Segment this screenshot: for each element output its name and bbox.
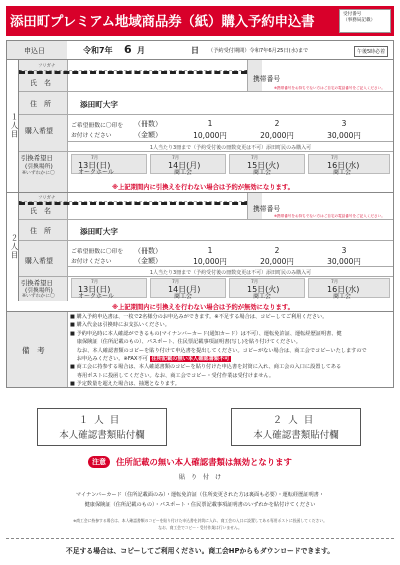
cut-line bbox=[6, 538, 394, 539]
deadline-badge: 午後5時必着 bbox=[354, 46, 388, 57]
person1-limit-note: 1人当たり3冊まで（予約受付後の冊数変更は不可）添田町民のみ購入可 bbox=[149, 145, 312, 151]
date-place: オークホール bbox=[78, 169, 114, 176]
person1-purchase-instr: ご希望冊数に〇印を bbox=[71, 123, 124, 129]
date-day: 14日(月) bbox=[168, 285, 201, 294]
person1-side-label: １人目 bbox=[10, 113, 19, 139]
caution-text: 住所記載の無い本人確認書類は無効となります bbox=[116, 457, 292, 467]
person2-purchase-instr: ご希望冊数に〇印を bbox=[71, 249, 124, 255]
person1-name-field[interactable] bbox=[68, 71, 247, 91]
divider bbox=[19, 219, 393, 220]
date-month: 7月 bbox=[251, 280, 259, 285]
receipt-number-box bbox=[339, 9, 391, 33]
person1-qty-label: （冊数） bbox=[134, 120, 162, 128]
person2-furigana-label: フリガナ bbox=[38, 196, 56, 201]
small-note: なお、商工会でコピー・受付作業は行いません。 bbox=[158, 525, 242, 530]
person1-option-price[interactable]: 20,000円 bbox=[260, 131, 294, 140]
date-month: 7月 bbox=[91, 156, 99, 161]
person1-exchange-hint: ※いずれかに〇 bbox=[22, 171, 55, 176]
date-day: 13日(日) bbox=[78, 285, 111, 294]
person1-option-qty[interactable]: 3 bbox=[341, 119, 347, 128]
person1-warning: ※上記期間内に引換えを行わない場合は予約が無効になります。 bbox=[112, 184, 294, 191]
apply-day-unit: 日 bbox=[191, 46, 199, 55]
person1-address-label: 住 所 bbox=[30, 100, 51, 108]
date-day: 15日(火) bbox=[247, 285, 280, 294]
date-month: 7月 bbox=[331, 156, 339, 161]
date-month: 7月 bbox=[172, 156, 180, 161]
apply-month-unit: 月 bbox=[137, 46, 145, 55]
person2-address-value[interactable]: 添田町大字 bbox=[80, 227, 118, 236]
person1-option-price[interactable]: 10,000円 bbox=[193, 131, 227, 140]
divider bbox=[19, 151, 393, 152]
id-box-person2-label: 本人確認書類貼付欄 bbox=[253, 430, 339, 441]
paste-label: 貼 り 付 け bbox=[178, 474, 221, 481]
person2-option-price[interactable]: 30,000円 bbox=[327, 257, 361, 266]
deadline-note: （予約受付期間）令和7年6月25日(水)まで bbox=[208, 48, 309, 54]
id-box-person1-title: １人目 bbox=[78, 415, 126, 426]
person2-name-field[interactable] bbox=[68, 202, 247, 218]
id-box-person2-title: ２人目 bbox=[272, 415, 320, 426]
person1-purchase-label: 購入希望 bbox=[25, 127, 53, 135]
caution-badge: 注意 bbox=[88, 456, 110, 468]
person1-address-value[interactable]: 添田町大字 bbox=[80, 100, 118, 109]
date-day: 13日(日) bbox=[78, 161, 111, 170]
date-day: 16日(水) bbox=[327, 285, 360, 294]
footer-note: 不足する場合は、コピーしてご利用ください。商工会HPからもダウンロードできます。 bbox=[65, 547, 335, 555]
date-place: 商工会 bbox=[253, 169, 272, 176]
notes-item: 専用ポストに投函してください。なお、商工会でコピー・受付作業は受付けません。 bbox=[70, 372, 275, 379]
receipt-label: 受付番号 bbox=[343, 12, 362, 17]
notes-item-text: お申込みください。※FAX不可 bbox=[70, 356, 148, 363]
notes-item: ■ 購入予約申込書は、一枚で2名様分のお申込みができます。※不足する場合は、コピーしてご利用ください。 bbox=[70, 314, 328, 320]
date-place: 商工会 bbox=[333, 293, 352, 300]
notes-item: ■ 商工会に持参する場合は、本人確認書類のコピーを貼り付けた申込書を封筒に入れ、商工会の入口に設置してある bbox=[70, 364, 342, 371]
date-place: オークホール bbox=[78, 293, 114, 300]
person2-phone-note: ※携帯番号をお持ちでない方はご自宅の電話番号をご記入ください。 bbox=[274, 214, 385, 218]
date-day: 14日(月) bbox=[168, 161, 201, 170]
notes-item: ■ 予定数量を超えた場合は、抽選となります。 bbox=[70, 381, 180, 388]
person2-option-price[interactable]: 20,000円 bbox=[260, 257, 294, 266]
person2-purchase-label: 購入希望 bbox=[25, 257, 53, 265]
notes-label: 備 考 bbox=[22, 346, 45, 355]
doc-list: マイナンバーカード（住所記載面のみ）・運転免許証（住所変更された方は裏面も必要）・運転経歴証明書・ bbox=[75, 492, 325, 498]
date-month: 7月 bbox=[91, 280, 99, 285]
person2-option-qty[interactable]: 3 bbox=[341, 246, 347, 255]
person2-side-label: ２人目 bbox=[10, 234, 19, 260]
notes-item: 康保険証（住所記載のもの）、パスポート、住民票記載事項証明書(写し)を貼り付けてください。 bbox=[70, 339, 301, 346]
person2-price-label: （金額） bbox=[134, 257, 162, 265]
notes-item: なお、本人確認書類のコピーを貼り付けて申込書を提出してください。コピーがない場合は、商工会でコピーいたしますので bbox=[70, 347, 367, 354]
person2-address-label: 住 所 bbox=[30, 227, 51, 235]
person2-option-qty[interactable]: 2 bbox=[274, 246, 280, 255]
notes-list bbox=[70, 313, 392, 389]
person1-option-price[interactable]: 30,000円 bbox=[327, 131, 361, 140]
person2-phone-field[interactable] bbox=[292, 194, 392, 212]
person2-option-price[interactable]: 10,000円 bbox=[193, 257, 227, 266]
person2-purchase-instr: お付けください bbox=[71, 259, 112, 265]
person2-warning: ※上記期間内に引換えを行わない場合は予約が無効になります。 bbox=[112, 304, 294, 311]
divider bbox=[19, 91, 393, 92]
apply-era: 令和7年 bbox=[83, 46, 113, 55]
person2-phone-label: 携帯番号 bbox=[253, 205, 281, 213]
date-place: 商工会 bbox=[174, 169, 193, 176]
person1-exchange-label: 引換希望日 bbox=[21, 154, 53, 162]
apply-month[interactable]: 6 bbox=[124, 43, 132, 56]
person1-exchange-place: (引換場所) bbox=[25, 164, 53, 170]
date-day: 16日(水) bbox=[327, 161, 360, 170]
person1-purchase-instr: お付けください bbox=[71, 133, 112, 139]
divider bbox=[19, 276, 393, 277]
notes-item bbox=[70, 355, 392, 363]
person1-option-qty[interactable]: 2 bbox=[274, 119, 280, 128]
divider bbox=[68, 266, 393, 267]
person1-option-qty[interactable]: 1 bbox=[207, 119, 213, 128]
small-note: ※商工会に持参する場合は、本人確認書類のコピーを貼り付けた申込書を封筒に入れ、商工会の入口に設置してある専用ポストに投函してください。 bbox=[73, 518, 327, 523]
person1-price-label: （金額） bbox=[134, 131, 162, 139]
date-month: 7月 bbox=[172, 280, 180, 285]
date-day: 15日(火) bbox=[247, 161, 280, 170]
id-box-person1-label: 本人確認書類貼付欄 bbox=[59, 430, 145, 441]
person2-name-label: 氏 名 bbox=[30, 207, 51, 215]
person2-exchange-place: (引換場所) bbox=[25, 288, 53, 294]
divider bbox=[19, 240, 393, 241]
person1-phone-note: ※携帯番号をお持ちでない方はご自宅の電話番号をご記入ください。 bbox=[274, 86, 385, 90]
date-place: 商工会 bbox=[253, 293, 272, 300]
person1-phone-label: 携帯番号 bbox=[253, 75, 281, 83]
notes-item: ■ 購入代金は引換時にお支払いください。 bbox=[70, 322, 170, 329]
divider bbox=[19, 114, 393, 115]
person2-exchange-hint: ※いずれかに〇 bbox=[22, 294, 55, 299]
person1-phone-field[interactable] bbox=[292, 62, 392, 84]
apply-date-label: 申込日 bbox=[24, 47, 45, 55]
person1-name-label: 氏 名 bbox=[30, 79, 51, 87]
person2-exchange-label: 引換希望日 bbox=[21, 279, 53, 287]
person2-option-qty[interactable]: 1 bbox=[207, 246, 213, 255]
doc-list: 健康保険証（住所記載のもの）・パスポート・住民票記載事項証明書のいずれかを貼付けてください bbox=[84, 502, 316, 508]
date-month: 7月 bbox=[331, 280, 339, 285]
divider bbox=[68, 141, 393, 142]
notes-item: ■ 予約申込時に本人確認ができるもの(マイナンバーカード(通知カード）は不可）、運転免許証、運転経歴証明書、健 bbox=[70, 330, 342, 337]
person1-furigana-label: フリガナ bbox=[38, 64, 56, 69]
date-place: 商工会 bbox=[333, 169, 352, 176]
receipt-label-sub: （事務局記載） bbox=[343, 17, 376, 23]
divider bbox=[67, 312, 68, 387]
person2-qty-label: （冊数） bbox=[134, 247, 162, 255]
date-month: 7月 bbox=[251, 156, 259, 161]
form-title: 添田町プレミアム地域商品券（紙）購入予約申込書 bbox=[10, 14, 315, 30]
date-place: 商工会 bbox=[174, 293, 193, 300]
person2-limit-note: 1人当たり3冊まで（予約受付後の冊数変更は不可）添田町民のみ購入可 bbox=[149, 270, 312, 276]
notes-highlight: 住所記載の無い本人確認書類不可 bbox=[151, 356, 230, 363]
